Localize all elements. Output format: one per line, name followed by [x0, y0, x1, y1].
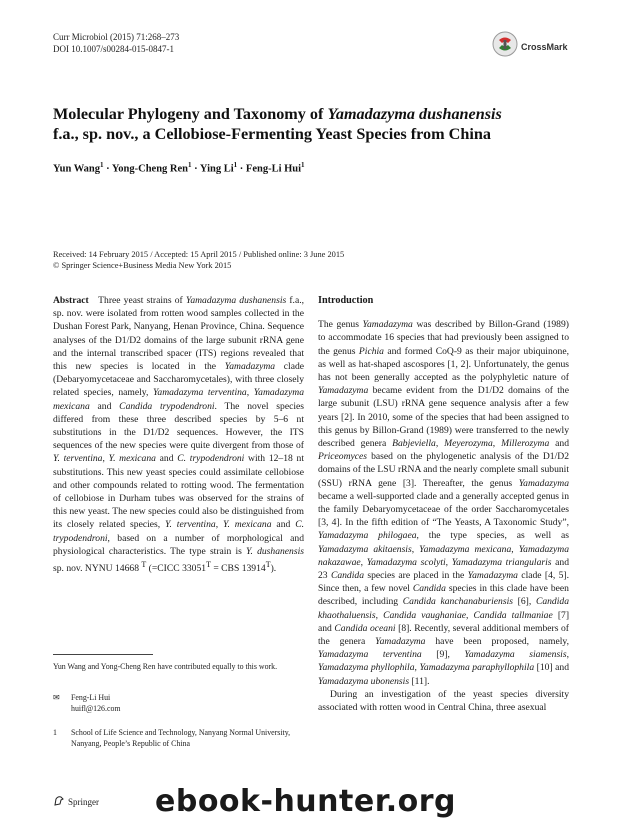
- affiliation-number: 1: [53, 728, 57, 737]
- author-separator: ·: [103, 163, 112, 175]
- footnote-affiliation: [53, 728, 304, 749]
- author-affiliation-mark: 1: [100, 161, 104, 169]
- footnote-equal-contribution: Yun Wang and Yong-Cheng Ren have contributed equally to this work.: [53, 662, 278, 671]
- author-name[interactable]: Yun Wang: [53, 163, 100, 175]
- springer-horse-icon: [53, 795, 65, 809]
- corresponding-author-name: Feng-Li Hui: [71, 693, 111, 702]
- abstract-heading: Abstract: [53, 295, 89, 306]
- abstract-text: Three yeast strains of Yamadazyma dushanensis f.a., sp. nov. were isolated from rotten wood samples collected in the Dushan Forest Park, Nanyang, Henan Province, China. Sequence analyses of the D1/D2 domains of the large subunit rRNA gene and the internal transcribed spacer (ITS) regions revealed that this new species is located in the Yamadazyma clade (Debaryomycetaceae and Saccharomycetales), with three closely related species, namely, Yamadazyma terventina, Yamadazyma mexicana and Candida trypodendroni. The novel species differed from these three described species by 5–6 nt substitutions in the D1/D2 sequences. However, the ITS sequences of the new species were quite divergent from those of Y. terventina, Y. mexicana and C. trypodendroni with 12–18 nt substitutions. This new yeast species could assimilate cellobiose and other compounds related to rotting wood. The fermentation of cellobiose in Durham tubes was observed for the strains of this new yeast. The new species could also be distinguished from its closely related species, Y. terventina, Y. mexicana and C. trypodendroni, based on a number of morphological and physiological characteristics. The type strain is Y. dushanensis sp. nov. NYNU 14668 $^T$ (=CICC $33051^T$ = CBS $13914^T$).: [53, 295, 305, 575]
- author-name[interactable]: Ying Li: [199, 163, 234, 175]
- article-title: [53, 104, 573, 144]
- affiliation-text: School of Life Science and Technology, Nanyang Normal University, Nanyang, People’s Republic of China: [71, 728, 291, 748]
- journal-header: [53, 31, 179, 55]
- abstract-column: [53, 294, 304, 575]
- author-name[interactable]: Yong-Cheng Ren: [111, 163, 189, 175]
- corresponding-author-email[interactable]: huifl@126.com: [71, 703, 121, 713]
- introduction-paragraph-1: The genus Yamadazyma was described by Billon-Grand (1989) to accommodate 16 species that had previously been assigned to the genus Pichia and formed CoQ-9 as their major ubiquinone, as well as hat-shaped ascospores [1, 2]. Unfortunately, the genus has not been generally accepted as the polyphyletic nature of Yamadazyma became evident from the D1/D2 domains of the large subunit (LSU) rRNA gene sequence analysis after a few years [2]. In 2010, some of the species that had been assigned to this genus by Billon-Grand (1989) were transferred to the newly described genera Babjeviella, Meyerozyma, Millerozyma and Priceomyces based on the phylogenetic analysis of the D1/D2 domains of the LSU rRNA and the nearly complete small subunit (SSU) rRNA gene [3]. Thereafter, the genus Yamadazyma became a well-supported clade and a generally accepted genus in the family Debaryomycetaceae of the order Saccharomycetales [3, 4]. In the fifth edition of “The Yeasts, A Taxonomic Study”, Yamadazyma philogaea, the type species, as well as Yamadazyma akitaensis, Yamadazyma mexicana, Yamadazyma nakazawae, Yamadazyma scolyti, Yamadazyma triangularis and 23 Candida species are placed in the Yamadazyma clade [4, 5]. Since then, a few novel Candida species in this clade have been described, including Candida kanchanaburiensis [6], Candida khaothaluensis, Candida vaughaniae, Candida tallmaniae [7] and Candida oceani [8]. Recently, several additional members of the genera Yamadazyma have been proposed, namely, Yamadazyma terventina [9], Yamadazyma siamensis, Yamadazyma phyllophila, Yamadazyma paraphyllophila [10] and Yamadazyma ubonensis [11].: [318, 319, 570, 687]
- title-species: Yamadazyma dushanensis: [327, 105, 502, 123]
- author-separator: ·: [237, 163, 246, 175]
- introduction-heading: Introduction: [318, 295, 374, 306]
- author-name[interactable]: Feng-Li Hui: [245, 163, 302, 175]
- publication-dates: [53, 249, 344, 271]
- dates-line: Received: 14 February 2015 / Accepted: 15 April 2015 / Published online: 3 June 2015: [53, 250, 345, 259]
- copyright-line: © Springer Science+Business Media New York 2015: [53, 261, 232, 270]
- journal-doi: DOI 10.1007/s00284-015-0847-1: [53, 44, 174, 54]
- author-separator: ·: [191, 163, 200, 175]
- crossmark-badge[interactable]: [492, 31, 568, 62]
- publisher-name: Springer: [68, 797, 99, 807]
- author-affiliation-mark: 1: [301, 161, 305, 169]
- author-affiliation-mark: 1: [188, 161, 192, 169]
- introduction-paragraph-2: During an investigation of the yeast species diversity associated with rotten wood in Central China, three asexual: [318, 688, 569, 714]
- author-list: [53, 161, 305, 175]
- author-affiliation-mark: 1: [233, 161, 238, 169]
- watermark-text: ebook-hunter.org: [155, 784, 456, 819]
- journal-citation: Curr Microbiol (2015) 71:268–273: [53, 32, 180, 42]
- crossmark-icon: [492, 31, 518, 62]
- footnote-corresponding: [53, 693, 304, 714]
- introduction-column: [318, 294, 569, 714]
- publisher-logo: [53, 795, 99, 809]
- footnote-divider: [53, 654, 153, 655]
- title-line2: f.a., sp. nov., a Cellobiose-Fermenting Yeast Species from China: [53, 125, 491, 143]
- crossmark-label: CrossMark: [521, 41, 568, 52]
- title-prefix: Molecular Phylogeny and Taxonomy of: [53, 105, 328, 123]
- envelope-icon: ✉: [53, 693, 60, 702]
